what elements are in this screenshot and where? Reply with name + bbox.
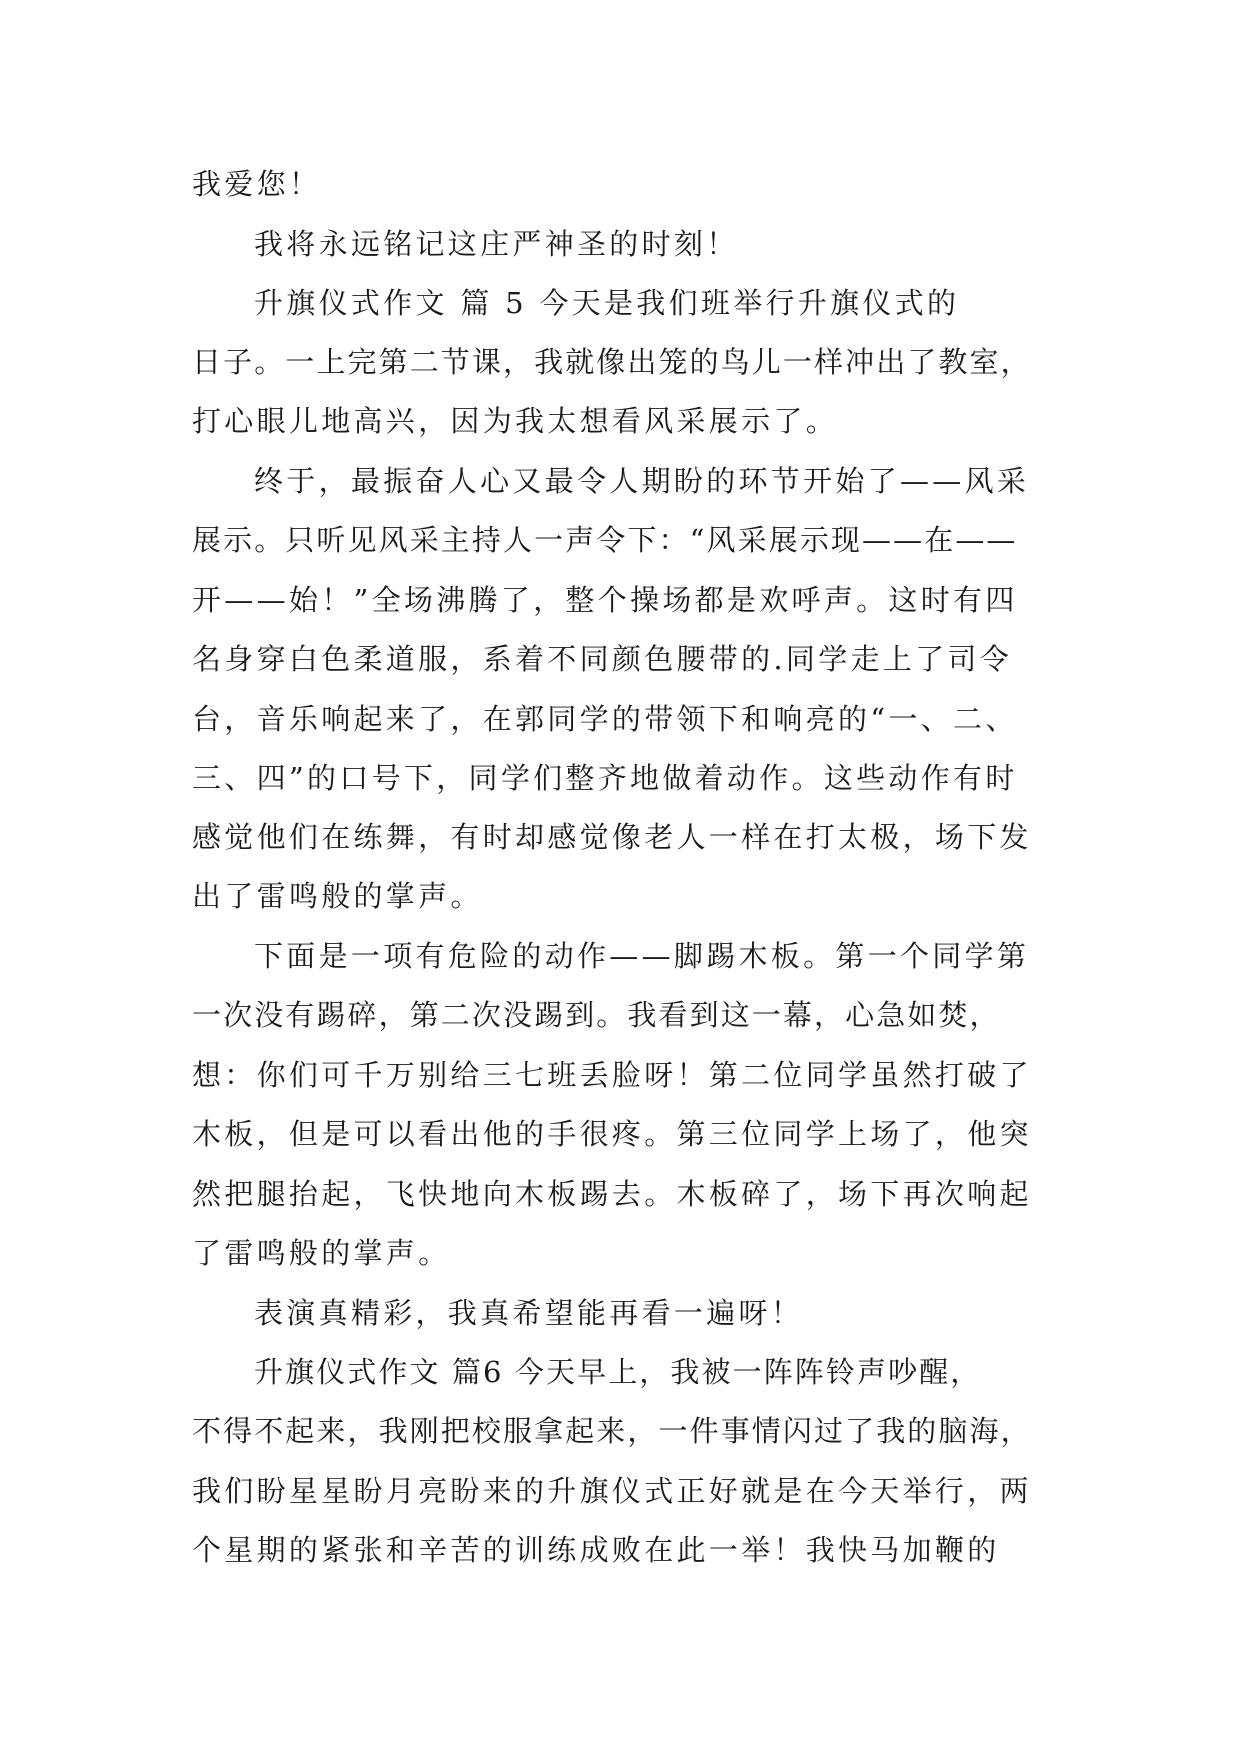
text-line: 展示。只听见风采主持人一声令下：“风采展示现——在—— — [192, 523, 1018, 557]
text-line: 日子。一上完第二节课，我就像出笼的鸟儿一样冲出了教室， — [192, 345, 1032, 379]
text-line: 不得不起来，我刚把校服拿起来，一件事情闪过了我的脑海， — [192, 1414, 1032, 1448]
text-line: 想：你们可千万别给三七班丢脸呀！第二位同学虽然打破了 — [192, 1058, 1032, 1092]
text-line: 个星期的紧张和辛苦的训练成败在此一举！我快马加鞭的 — [192, 1533, 1000, 1567]
text-line: 打心眼儿地高兴，因为我太想看风采展示了。 — [192, 404, 839, 438]
text-line: 表演真精彩，我真希望能再看一遍呀！ — [254, 1296, 804, 1330]
text-line: 然把腿抬起，飞快地向木板踢去。木板碎了，场下再次响起 — [192, 1177, 1032, 1211]
text-line: 我将永远铭记这庄严神圣的时刻！ — [254, 227, 739, 261]
text-line: 了雷鸣般的掌声。 — [192, 1236, 451, 1270]
text-line: 我爱您！ — [192, 167, 322, 201]
text-line: 木板，但是可以看出他的手很疼。第三位同学上场了，他突 — [192, 1117, 1032, 1151]
text-line: 台，音乐响起来了，在郭同学的带领下和响亮的“一、二、 — [192, 702, 1018, 736]
text-line: 我们盼星星盼月亮盼来的升旗仪式正好就是在今天举行，两 — [192, 1474, 1032, 1508]
text-line: 终于，最振奋人心又最令人期盼的环节开始了——风采 — [254, 464, 1030, 498]
text-line: 三、四”的口号下，同学们整齐地做着动作。这些动作有时 — [192, 761, 1018, 795]
text-line: 开——始！”全场沸腾了，整个操场都是欢呼声。这时有四 — [192, 583, 1018, 617]
text-line: 感觉他们在练舞，有时却感觉像老人一样在打太极，场下发 — [192, 820, 1032, 854]
section-heading-line: 升旗仪式作文 篇6 今天早上，我被一阵阵铃声吵醒， — [254, 1355, 982, 1389]
text-line: 下面是一项有危险的动作——脚踢木板。第一个同学第 — [254, 939, 1030, 973]
section-heading-line: 升旗仪式作文 篇 5 今天是我们班举行升旗仪式的 — [254, 286, 960, 320]
text-line: 出了雷鸣般的掌声。 — [192, 879, 483, 913]
text-line: 名身穿白色柔道服，系着不同颜色腰带的.同学走上了司令 — [192, 642, 1013, 676]
text-line: 一次没有踢碎，第二次没踢到。我看到这一幕，心急如焚， — [192, 998, 1001, 1032]
